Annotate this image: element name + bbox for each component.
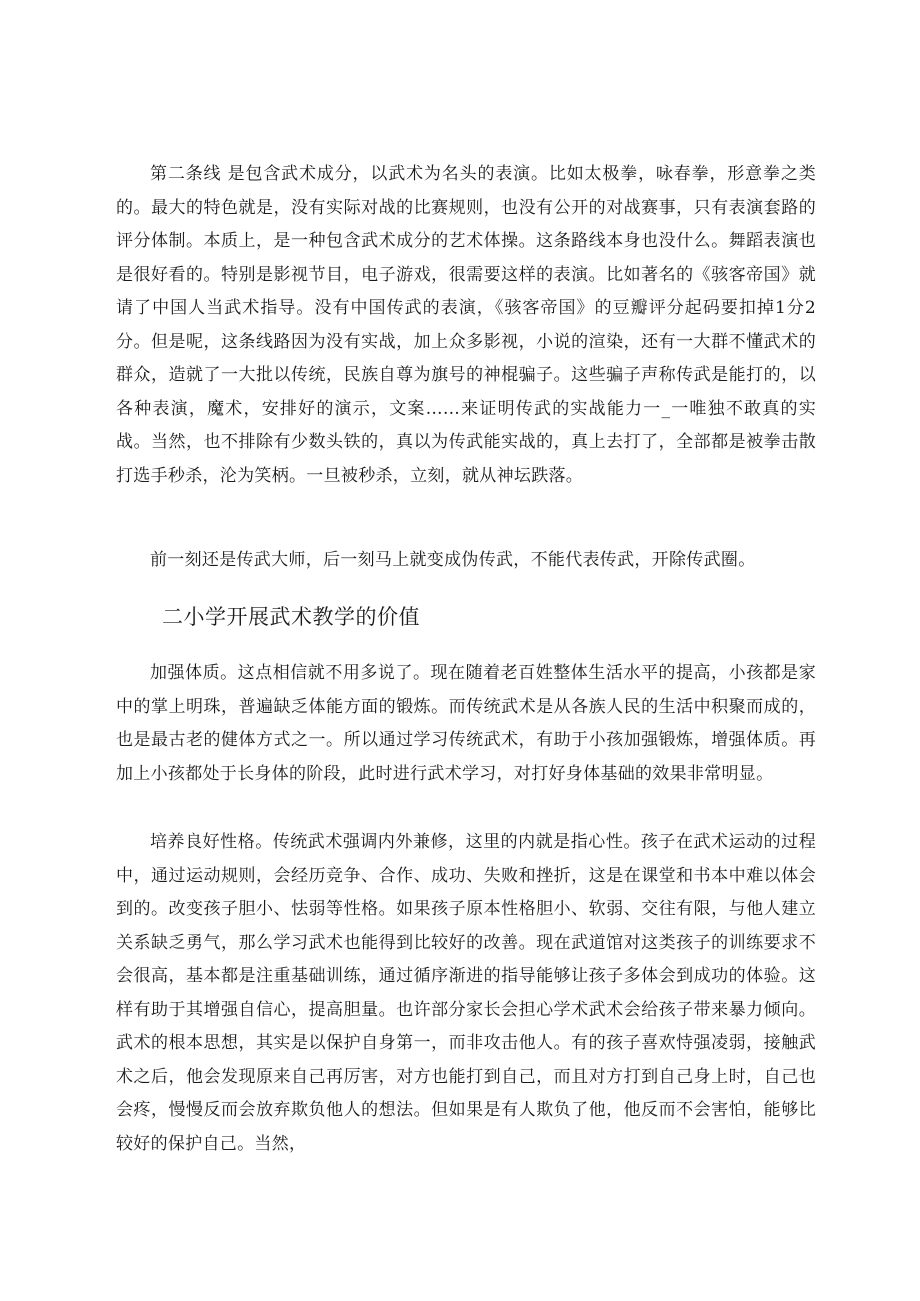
paragraph-physique: 加强体质。这点相信就不用多说了。现在随着老百姓整体生活水平的提高，小孩都是家中的掌上明珠，普遍缺乏体能方面的锻炼。而传统武术是从各族人民的生活中积聚而成的，也是最古老的健体方式之一。所以通过学习传统武术，有助于小孩加强锻炼，增强体质。再加上小孩都处于长身体的阶段，此时进行武术学习，对打好身体基础的效果非常明显。 <box>116 663 816 784</box>
paragraph-character: 培养良好性格。传统武术强调内外兼修，这里的内就是指心性。孩子在武术运动的过程中，通过运动规则，会经历竞争、合作、成功、失败和挫折，这是在课堂和书本中难以体会到的。改变孩子胆小、怯弱等性格。如果孩子原本性格胆小、软弱、交往有限，与他人建立关系缺乏勇气，那么学习武术也能得到比较好的改善。现在武道馆对这类孩子的训练要求不会很高，基本都是注重基础训练，通过循序渐进的指导能够让孩子多体会到成功的体验。这样有助于其增强自信心，提高胆量。也许部分家长会担心学术武术会给孩子带来暴力倾向。武术的根本思想，其实是以保护自身第一，而非攻击他人。有的孩子喜欢恃强凌弱，接触武术之后，他会发现原来自己再厉害，对方也能打到自己，而且对方打到自己身上时，自己也会疼，慢慢反而会放弃欺负他人的想法。但如果是有人欺负了他，他反而不会害怕，能够比较好的保护自己。当然， <box>116 832 816 1154</box>
paragraph-second-line: 第二条线 是包含武术成分，以武术为名头的表演。比如太极拳，咏春拳，形意拳之类的。最大的特色就是，没有实际对战的比赛规则，也没有公开的对战赛事，只有表演套路的评分体制。本质上，是一种包含武术成分的艺术体操。这条路线本身也没什么。舞蹈表演也是很好看的。特别是影视节目，电子游戏，很需要这样的表演。比如著名的《骇客帝国》就请了中国人当武术指导。没有中国传武的表演，《骇客帝国》的豆瓣评分起码要扣掉1分2分。但是呢，这条线路因为没有实战，加上众多影视，小说的渲染，还有一大群不懂武术的群众，造就了一大批以传统，民族自尊为旗号的神棍骗子。这些骗子声称传武是能打的，以各种表演，魔术，安排好的演示，文案……来证明传武的实战能力一_一唯独不敢真的实战。当然，也不排除有少数头铁的，真以为传武能实战的，真上去打了，全部都是被拳击散打选手秒杀，沦为笑柄。一旦被秒杀，立刻，就从神坛跌落。 <box>116 164 816 486</box>
paragraph-master-to-fake: 前一刻还是传武大师，后一刻马上就变成伪传武，不能代表传武，开除传武圈。 <box>150 550 756 570</box>
section-heading: 二小学开展武术教学的价值 <box>162 605 420 629</box>
